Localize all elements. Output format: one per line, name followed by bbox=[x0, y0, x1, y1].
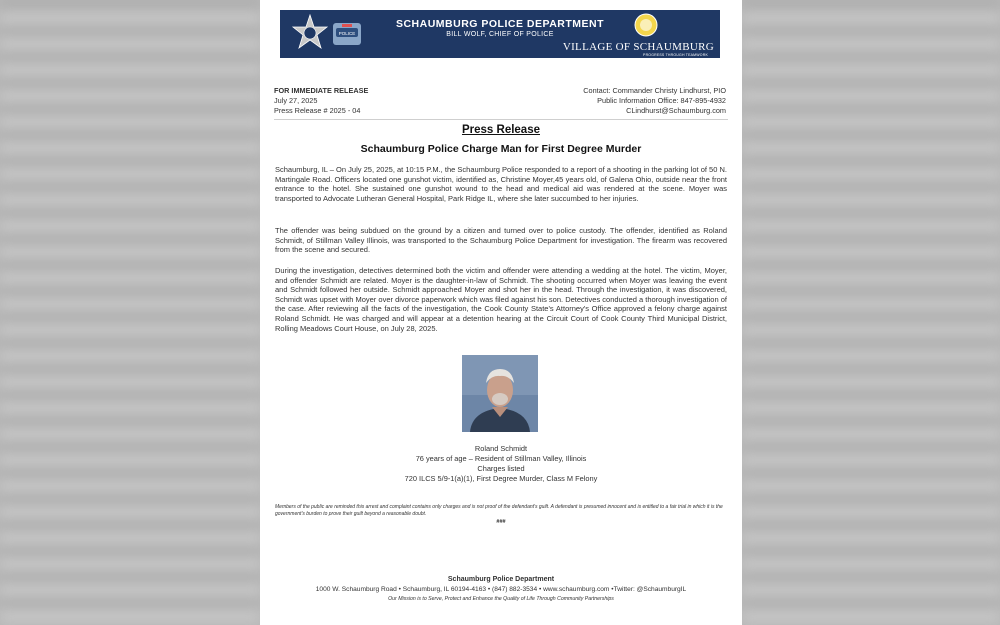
offender-name: Roland Schmidt bbox=[474, 444, 528, 453]
body-paragraph: The offender was being subdued on the ground by a citizen and turned over to police custody. The offender, identified as Roland Schmidt, of Stillman Valley Illinois, was transported to the Schaumburg Police Department for investigation. The firearm was recovered from the scene and secured. bbox=[275, 226, 727, 255]
village-name: VILLAGE OF SCHAUMBURG bbox=[562, 41, 714, 53]
department-name: SCHAUMBURG POLICE DEPARTMENT bbox=[395, 18, 605, 30]
release-date: July 27, 2025 bbox=[274, 95, 318, 105]
footer-address: 1000 W. Schaumburg Road • Schaumburg, IL 60194-4163 • (847) 882-3534 • www.schaumburg.com •Twitter: @SchaumburgIL bbox=[315, 586, 687, 593]
press-release-page bbox=[260, 0, 742, 625]
blurred-background-right bbox=[742, 0, 1000, 625]
body-paragraph: Schaumburg, IL – On July 25, 2025, at 10:15 P.M., the Schaumburg Police responded to a report of a shooting in the parking lot of 50 N. Martingale Road. Officers located one gunshot victim, identified as, Christine Moyer,45 years old, of Galena Ohio, outside near the front entrance to the hotel. She sustained one gunshot wound to the head and medical aid was rendered at the scene. Moyer was transported to Advocate Lutheran General Hospital, Park Ridge IL, where she later succumbed to her injuries. bbox=[275, 165, 727, 203]
charge-detail: 720 ILCS 5/9-1(a)(1), First Degree Murder, Class M Felony bbox=[404, 474, 598, 483]
release-metadata bbox=[274, 86, 728, 120]
contact-info bbox=[583, 86, 726, 115]
release-label: FOR IMMEDIATE RELEASE bbox=[274, 86, 369, 95]
release-info bbox=[274, 86, 368, 115]
legal-disclaimer: Members of the public are reminded this arrest and complaint contains only charges and is not proof of the defendant's guilt. A defendant is presumed innocent and is entitled to a fair trial in which it is the government's burden to prove their guilt beyond a reasonable doubt. bbox=[275, 504, 723, 518]
letterhead-banner bbox=[280, 10, 720, 58]
charges-label: Charges listed bbox=[477, 464, 525, 473]
contact-email[interactable]: CLindhurst@Schaumburg.com bbox=[626, 105, 726, 115]
footer-department: Schaumburg Police Department bbox=[447, 576, 555, 583]
village-tagline: PROGRESS THROUGH TEAMWORK bbox=[643, 53, 708, 57]
mugshot-caption bbox=[260, 444, 742, 484]
village-seal-icon bbox=[634, 13, 658, 37]
contact-name: Contact: Commander Christy Lindhurst, PIO bbox=[583, 86, 726, 95]
footer-mission: Our Mission is to Serve, Protect and Enhance the Quality of Life Through Community Partnerships bbox=[388, 596, 614, 602]
badge-label: POLICE bbox=[338, 31, 356, 36]
body-paragraph: During the investigation, detectives determined both the victim and offender were attending a wedding at the hotel. The victim, Moyer, and offender Schmidt are related. Moyer is the daughter-in-law of Schmidt. The shooting occurred when Moyer was leaving the event and Schmidt followed her outside. Schmidt approached Moyer and shot her in the head. Through the investigation, it was discovered, Schmidt was upset with Moyer over divorce paperwork which was filed against his son. Detectives conducted a thorough investigation of the case. After reviewing all the facts of the investigation, the Cook County State's Attorney's Office approved a felony charge against Roland Schmidt. He was charged and will appear at a detention hearing at the Circuit Court of Cook County Third Municipal District, Rolling Meadows Court House, on July 28, 2025. bbox=[275, 266, 727, 333]
press-release-headline: Schaumburg Police Charge Man for First Degree Murder bbox=[360, 143, 642, 155]
offender-details: 76 years of age – Resident of Stillman Valley, Illinois bbox=[415, 454, 587, 463]
blurred-background-left bbox=[0, 0, 260, 625]
offender-mugshot bbox=[462, 355, 538, 432]
press-release-heading: Press Release bbox=[461, 124, 540, 136]
contact-office: Public Information Office: 847-895-4932 bbox=[597, 95, 726, 105]
chief-name: BILL WOLF, CHIEF OF POLICE bbox=[446, 31, 554, 38]
end-mark: ### bbox=[496, 519, 506, 525]
release-number: Press Release # 2025 - 04 bbox=[274, 105, 361, 115]
page-footer bbox=[260, 575, 742, 603]
